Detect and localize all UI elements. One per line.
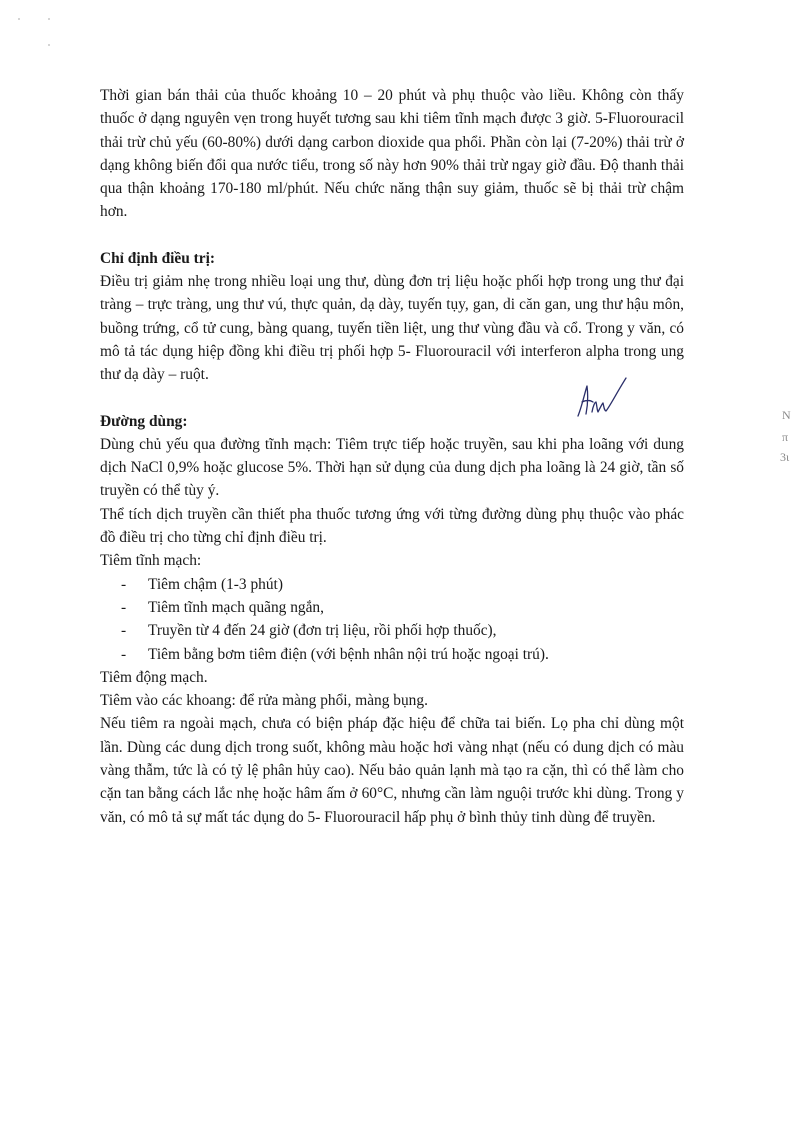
list-item: - Tiêm chậm (1-3 phút) xyxy=(121,573,684,596)
scan-speck xyxy=(48,44,50,46)
list-item: - Tiêm tĩnh mạch quãng ngắn, xyxy=(121,596,684,619)
list-item: - Truyền từ 4 đến 24 giờ (đơn trị liệu, rồi phối hợp thuốc), xyxy=(121,619,684,642)
routes-paragraph-1: Dùng chủ yếu qua đường tĩnh mạch: Tiêm trực tiếp hoặc truyền, sau khi pha loãng với dung dịch NaCl 0,9% hoặc glucose 5%. Thời hạn sử dụng của dung dịch pha loãng là 24 giờ, tần số truyền có thể tùy ý. xyxy=(100,435,684,500)
pharmacokinetics-paragraph: Thời gian bán thải của thuốc khoảng 10 – 20 phút và phụ thuộc vào liều. Không còn thấy thuốc ở dạng nguyên vẹn trong huyết tương sau khi tiêm tĩnh mạch được 3 giờ. 5-Fluorouracil thải trừ chủ yếu (60-80%) dưới dạng carbon dioxide qua phổi. Phần còn lại (7-20%) thải trừ ở dạng không biến đổi qua nước tiểu, trong số này hơn 90% thải trừ ngay giờ đầu. Độ thanh thải qua thận khoảng 170-180 ml/phút. Nếu chức năng thận suy giảm, thuốc sẽ bị thải trừ chậm hơn. xyxy=(100,87,684,221)
margin-mark: N xyxy=(782,408,791,422)
list-item: - Tiêm bằng bơm tiêm điện (với bệnh nhân nội trú hoặc ngoại trú). xyxy=(121,643,684,666)
indications-heading: Chỉ định điều trị: xyxy=(100,249,216,267)
margin-mark: 3ι xyxy=(780,450,790,464)
margin-mark: π xyxy=(782,430,789,444)
routes-paragraph-2: Thể tích dịch truyền cần thiết pha thuốc tương ứng với từng đường dùng phụ thuộc vào phác đồ điều trị cho từng chỉ định điều trị. xyxy=(100,505,684,547)
iv-methods-list xyxy=(100,573,684,666)
routes-paragraph-3: Nếu tiêm ra ngoài mạch, chưa có biện pháp đặc hiệu để chữa tai biến. Lọ pha chỉ dùng một lần. Dùng các dung dịch trong suốt, không màu hoặc hơi vàng nhạt (nếu có dung dịch có màu vàng thẫm, tức là có tỷ lệ phân hủy cao). Nếu bảo quản lạnh mà tạo ra cặn, thì có thể làm cho cặn tan bằng cách lắc nhẹ hoặc hâm ấm ở 60°C, nhưng cần làm nguội trước khi dùng. Trong y văn, có mô tả sự mất tác dụng do 5- Fluorouracil hấp phụ ở bình thủy tinh dùng để truyền. xyxy=(100,715,684,826)
scan-speck xyxy=(48,18,50,20)
arterial-injection-line: Tiêm động mạch. xyxy=(100,668,208,686)
handwritten-signature xyxy=(576,372,628,420)
document-body xyxy=(100,84,684,829)
cavity-injection-line: Tiêm vào các khoang: để rửa màng phổi, màng bụng. xyxy=(100,692,428,710)
routes-heading: Đường dùng: xyxy=(100,412,188,430)
scan-speck xyxy=(18,18,20,20)
iv-label: Tiêm tĩnh mạch: xyxy=(100,552,202,570)
indications-paragraph: Điều trị giảm nhẹ trong nhiều loại ung thư, dùng đơn trị liệu hoặc phối hợp trong ung thư đại tràng – trực tràng, ung thư vú, thực quản, dạ dày, tuyến tụy, gan, di căn gan, ung thư hậu môn, buồng trứng, cổ tử cung, bàng quang, tuyến tiền liệt, ung thư vùng đầu và cổ. Trong y văn, có mô tả tác dụng hiệp đồng khi điều trị phối hợp 5- Fluorouracil với interferon alpha trong ung thư dạ dày – ruột. xyxy=(100,273,684,384)
